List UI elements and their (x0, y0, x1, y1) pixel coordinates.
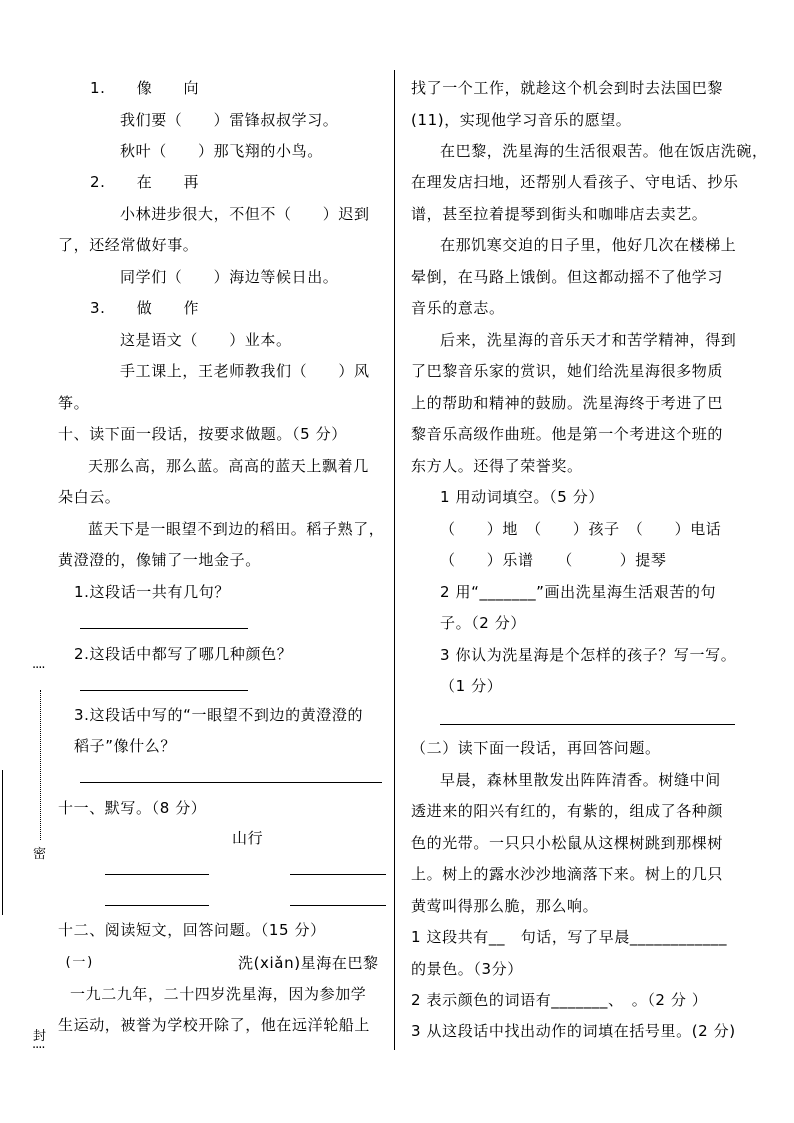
story-para1-b: 生运动，被誉为学校开除了，他在远洋轮船上 (58, 1016, 371, 1034)
story-answer-line[interactable] (440, 724, 735, 725)
section12-title: 十二、阅读短文，回答问题。（15 分） (58, 921, 326, 939)
story-para4-a: 后来，洗星海的音乐天才和苦学精神，得到 (440, 331, 737, 349)
story-para4-d: 黎音乐高级作曲班。他是第一个考进这个班的 (411, 425, 724, 443)
margin-dots-top: ···· (32, 661, 45, 676)
story-question3-a: 3 你认为洗星海是个怎样的孩子？写一写。 (440, 646, 737, 664)
section10-answer-line1[interactable] (80, 628, 248, 629)
group3-sentence-b1: 手工课上，王老师教我们（ ）风 (120, 362, 370, 380)
part2-title: （二）读下面一段话，再回答问题。 (411, 739, 661, 757)
margin-solid-line (2, 770, 3, 915)
section12-part-label: (一) (64, 955, 95, 970)
part2-para-e: 黄莺叫得那么脆，那么响。 (411, 897, 599, 915)
part2-question1-a: 1 这段共有__ 句话，写了早晨____________ (411, 928, 728, 946)
margin-seal-feng: 封 (33, 1029, 47, 1044)
group1-sentence-b: 秋叶（ ）那飞翔的小鸟。 (120, 142, 323, 160)
group1-sentence-a: 我们要（ ）雷锋叔叔学习。 (120, 111, 339, 129)
story-para4-e: 东方人。还得了荣誉奖。 (411, 457, 583, 475)
part2-para-a: 早晨，森林里散发出阵阵清香。树缝中间 (440, 771, 721, 789)
story-para1-d: (11)，实现他学习音乐的愿望。 (411, 111, 632, 129)
story-para4-c: 上的帮助和精神的鼓励。洗星海终于考进了巴 (411, 394, 724, 412)
story-question2-a: 2 用“_______”画出洗星海生活艰苦的句 (440, 583, 717, 601)
section10-question3-a: 3.这段话中写的“一眼望不到边的黄澄澄的 (74, 706, 364, 724)
story-question1-row2[interactable]: （ ）乐谱 （ ）提琴 (440, 551, 667, 569)
part2-para-c: 色的光带。一只只小松鼠从这棵树跳到那棵树 (411, 834, 724, 852)
group2-sentence-a1: 小林进步很大，不但不（ ）迟到 (120, 205, 370, 223)
group1-heading: 1. 像 向 (90, 79, 200, 97)
poem-line-3[interactable] (105, 905, 209, 906)
story-title: 洗(xiǎn)星海在巴黎 (238, 954, 379, 972)
part2-para-d: 上。树上的露水沙沙地滴落下来。树上的几只 (411, 865, 724, 883)
section10-para2-b: 黄澄澄的，像铺了一地金子。 (58, 551, 261, 569)
margin-dotted-line (40, 690, 41, 840)
section11-poem-title: 山行 (232, 829, 264, 847)
poem-line-2[interactable] (290, 874, 386, 875)
part2-question2: 2 表示颜色的词语有_______、 。（2 分 ） (411, 991, 708, 1009)
part2-question3: 3 从这段话中找出动作的词填在括号里。(2 分) (411, 1022, 736, 1040)
story-para3-b: 晕倒，在马路上饿倒。但这都动摇不了他学习 (411, 268, 724, 286)
group2-heading: 2. 在 再 (90, 173, 200, 191)
story-question3-b: （1 分） (440, 677, 503, 695)
poem-line-4[interactable] (290, 905, 386, 906)
group2-sentence-a2: 了，还经常做好事。 (58, 236, 199, 254)
column-divider (394, 70, 395, 1050)
margin-seal-mi: 密 (33, 847, 47, 862)
story-para1-a: 一九二九年，二十四岁洗星海，因为参加学 (70, 985, 367, 1003)
section10-title: 十、读下面一段话，按要求做题。（5 分） (58, 425, 347, 443)
section10-question3-b: 稻子”像什么？ (74, 737, 176, 755)
story-question1: 1 用动词填空。（5 分） (440, 488, 604, 506)
poem-line-1[interactable] (105, 874, 209, 875)
story-para2-a: 在巴黎，洗星海的生活很艰苦。他在饭店洗碗， (440, 142, 768, 160)
part2-question1-b: 的景色。（3分） (411, 960, 523, 978)
section10-question1: 1.这段话一共有几句？ (74, 583, 230, 601)
section10-para2-a: 蓝天下是一眼望不到边的稻田。稻子熟了， (88, 520, 385, 538)
section10-question2: 2.这段话中都写了哪几种颜色？ (74, 645, 293, 663)
group3-sentence-a: 这是语文（ ）业本。 (120, 331, 292, 349)
story-para3-a: 在那饥寒交迫的日子里，他好几次在楼梯上 (440, 236, 737, 254)
margin-dots-bottom: ···· (32, 1041, 45, 1056)
group3-sentence-b2: 筝。 (58, 394, 90, 412)
part2-para-b: 透进来的阳兴有红的，有紫的，组成了各种颜 (411, 802, 724, 820)
group3-heading: 3. 做 作 (90, 299, 200, 317)
story-para2-c: 谱，甚至拉着提琴到街头和咖啡店去卖艺。 (411, 205, 708, 223)
section10-answer-line2[interactable] (80, 690, 248, 691)
story-para1-c: 找了一个工作，就趁这个机会到时去法国巴黎 (411, 79, 724, 97)
story-para4-b: 了巴黎音乐家的赏识，她们给洗星海很多物质 (411, 362, 724, 380)
section10-para1-b: 朵白云。 (58, 488, 121, 506)
section10-para1-a: 天那么高，那么蓝。高高的蓝天上飘着几 (88, 457, 369, 475)
group2-sentence-b: 同学们（ ）海边等候日出。 (120, 268, 339, 286)
section11-title: 十一、默写。（8 分） (58, 799, 207, 817)
story-question1-row1[interactable]: （ ）地 （ ）孩子 （ ）电话 (440, 520, 722, 538)
section10-answer-line3[interactable] (80, 782, 382, 783)
story-para3-c: 音乐的意志。 (411, 299, 505, 317)
story-para2-b: 在理发店扫地，还帮别人看孩子、守电话、抄乐 (411, 173, 739, 191)
story-question2-b: 子。（2 分） (440, 614, 527, 632)
